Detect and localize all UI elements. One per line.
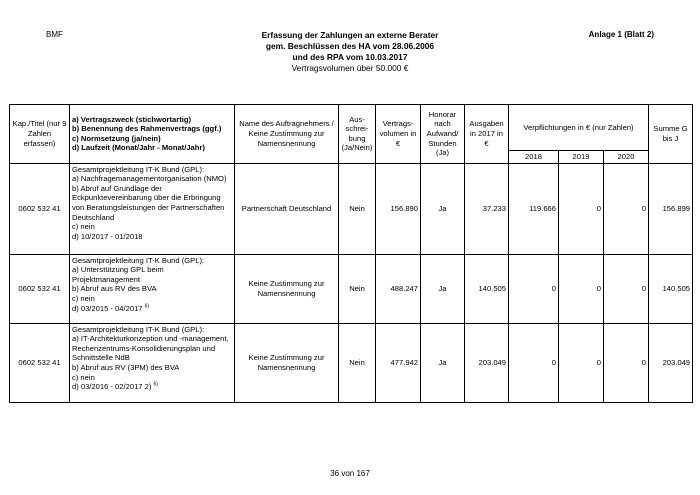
page-number: 36 von 167 bbox=[330, 469, 370, 478]
title-line-1: Erfassung der Zahlungen an externe Berater bbox=[261, 30, 439, 40]
header-left: BMF bbox=[46, 30, 63, 39]
cell-summe: 203.049 bbox=[649, 323, 693, 402]
col-desc-a: a) Vertragszweck (stichwortartig) bbox=[72, 114, 192, 124]
cell-2019: 0 bbox=[559, 163, 604, 254]
cell-ausschreibung: Nein bbox=[339, 323, 376, 402]
col-honorar: Honorar nach Aufwand/ Stunden (Ja) bbox=[421, 105, 465, 164]
cell-summe: 156.899 bbox=[649, 163, 693, 254]
table-row bbox=[10, 323, 693, 402]
col-volumen: Vertrags-volumen in € bbox=[376, 105, 421, 164]
desc-line: b) Abruf auf Grundlage der Eckpunktevereinbarung über die Erbringung von Beratungsleistungen der Partnerschaften Deutschland bbox=[72, 183, 225, 222]
cell-honorar: Ja bbox=[421, 254, 465, 323]
cell-2018: 0 bbox=[509, 323, 559, 402]
cell-name: Keine Zustimmung zur Namensnennung bbox=[235, 254, 339, 323]
col-desc-d: d) Laufzeit (Monat/Jahr - Monat/Jahr) bbox=[72, 143, 205, 153]
cell-summe: 140.505 bbox=[649, 254, 693, 323]
col-verpflichtungen: Verpflichtungen in € (nur Zahlen) bbox=[509, 105, 649, 151]
col-kap: Kap./Titel (nur 9 Zahlen erfassen) bbox=[10, 105, 70, 164]
cell-name: Keine Zustimmung zur Namensnennung bbox=[235, 323, 339, 402]
cell-volumen: 477.942 bbox=[376, 323, 421, 402]
footnote-ref: 6) bbox=[153, 381, 158, 388]
cell-name: Partnerschaft Deutschland bbox=[235, 163, 339, 254]
title-line-2: gem. Beschlüssen des HA vom 28.06.2006 bbox=[265, 41, 435, 51]
col-year-2020: 2020 bbox=[604, 151, 649, 164]
cell-2018: 119.666 bbox=[509, 163, 559, 254]
cell-description bbox=[70, 254, 235, 323]
desc-line: b) Abruf aus RV des BVA bbox=[72, 284, 157, 294]
desc-line: d) 10/2017 - 01/2018 bbox=[72, 231, 143, 241]
col-year-2019: 2019 bbox=[559, 151, 604, 164]
desc-line: c) nein bbox=[72, 293, 95, 303]
title-subtitle: Vertragsvolumen über 50.000 € bbox=[291, 63, 409, 73]
col-ausgaben: Ausgaben in 2017 in € bbox=[465, 105, 509, 164]
footnote-ref: 6) bbox=[144, 303, 150, 310]
cell-volumen: 156.890 bbox=[376, 163, 421, 254]
cell-kap: 0602 532 41 bbox=[10, 323, 70, 402]
cell-2018: 0 bbox=[509, 254, 559, 323]
desc-laufzeit: d) 03/2015 - 04/2017 bbox=[72, 303, 143, 313]
cell-2019: 0 bbox=[559, 254, 604, 323]
cell-2020: 0 bbox=[604, 254, 649, 323]
cell-2019: 0 bbox=[559, 323, 604, 402]
cell-honorar: Ja bbox=[421, 163, 465, 254]
desc-line: c) nein bbox=[72, 222, 95, 232]
cell-kap: 0602 532 41 bbox=[10, 254, 70, 323]
col-ausschreibung: Aus-schrei-bung (Ja/Nein) bbox=[339, 105, 376, 164]
desc-line: Gesamtprojektleitung IT-K Bund (GPL): bbox=[72, 324, 205, 334]
col-year-2018: 2018 bbox=[509, 151, 559, 164]
payments-table bbox=[9, 104, 693, 403]
cell-ausgaben: 37.233 bbox=[465, 163, 509, 254]
desc-line: a) Nachfragemanagementorganisation (NMO) bbox=[72, 174, 227, 184]
header-right: Anlage 1 (Blatt 2) bbox=[588, 30, 654, 39]
cell-description bbox=[70, 323, 235, 402]
cell-description bbox=[70, 163, 235, 254]
cell-2020: 0 bbox=[604, 163, 649, 254]
table-row bbox=[10, 254, 693, 323]
cell-kap: 0602 532 41 bbox=[10, 163, 70, 254]
col-name: Name des Auftragnehmers / Keine Zustimmung zur Namensnennung bbox=[235, 105, 339, 164]
cell-ausgaben: 203.049 bbox=[465, 323, 509, 402]
title-line-3: und des RPA vom 10.03.2017 bbox=[292, 52, 408, 62]
desc-line: a) Unterstützung GPL beim Projektmanagement bbox=[72, 265, 164, 284]
desc-line bbox=[72, 304, 232, 314]
desc-line: Gesamtprojektleitung IT-K Bund (GPL): bbox=[72, 255, 205, 265]
col-summe: Summe G bis J bbox=[649, 105, 693, 164]
cell-ausschreibung: Nein bbox=[339, 254, 376, 323]
desc-line: a) IT-Architekturkonzeption und -management, Rechenzentrums-Konsolidierungsplan und Schnittstelle NdB bbox=[72, 334, 229, 363]
col-desc-b: b) Benennung des Rahmenvertrags (ggf.) bbox=[72, 124, 222, 134]
cell-ausgaben: 140.505 bbox=[465, 254, 509, 323]
desc-line bbox=[72, 382, 232, 392]
desc-laufzeit: d) 03/2016 - 02/2017 2) bbox=[72, 382, 152, 392]
desc-line: c) nein bbox=[72, 372, 95, 382]
col-description bbox=[70, 105, 235, 164]
desc-line: b) Abruf aus RV (3PM) des BVA bbox=[72, 362, 180, 372]
cell-honorar: Ja bbox=[421, 323, 465, 402]
cell-2020: 0 bbox=[604, 323, 649, 402]
cell-ausschreibung: Nein bbox=[339, 163, 376, 254]
desc-line: Gesamtprojektleitung IT-K Bund (GPL): bbox=[72, 164, 205, 174]
table-row bbox=[10, 163, 693, 254]
col-desc-c: c) Normsetzung (ja/nein) bbox=[72, 133, 161, 143]
cell-volumen: 488.247 bbox=[376, 254, 421, 323]
